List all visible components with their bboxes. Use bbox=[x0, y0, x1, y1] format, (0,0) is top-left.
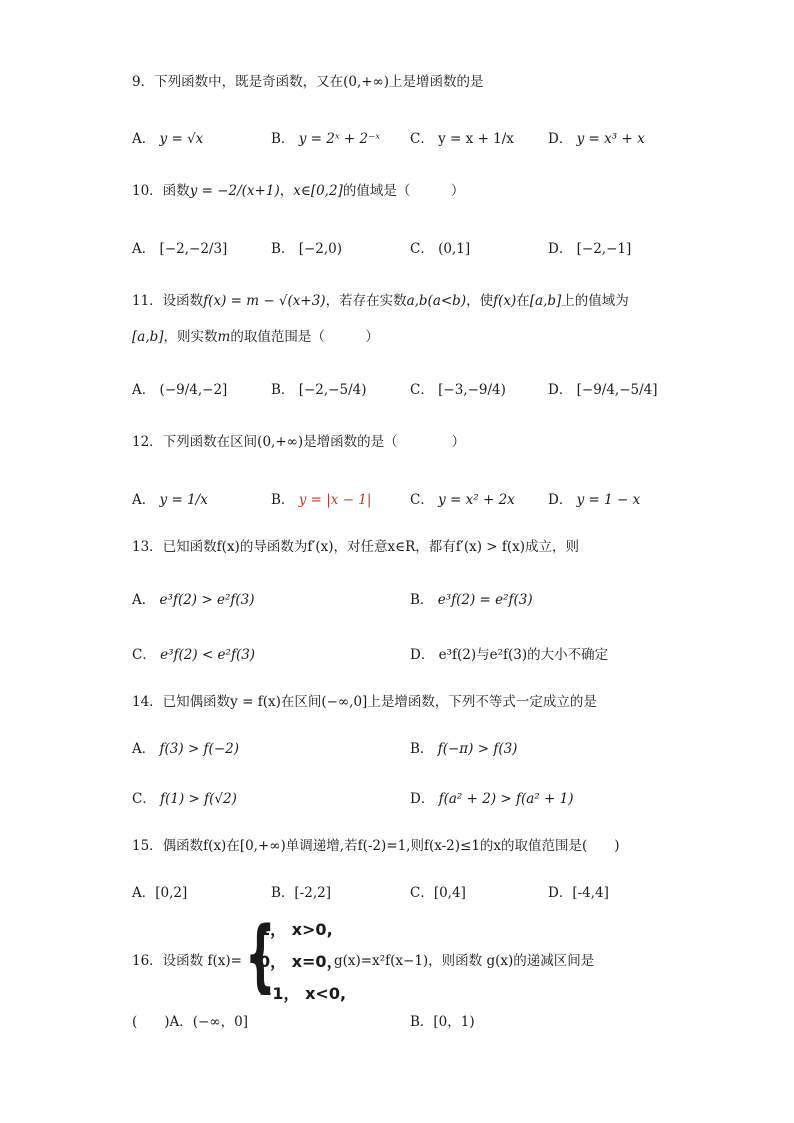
q15-option-b: B．[-2,2] bbox=[271, 885, 331, 901]
q13-option-d-expr: e³f(2)与e²f(3)的大小不确定 bbox=[438, 647, 609, 663]
q13-option-a bbox=[132, 588, 254, 608]
q10-option-c-label: C． bbox=[410, 241, 434, 257]
q15-option-c: C．[0,4] bbox=[410, 885, 466, 901]
q11-option-d bbox=[548, 378, 658, 398]
q11-option-c bbox=[410, 378, 506, 398]
q9-option-a bbox=[132, 127, 203, 147]
q14-option-c-label: C． bbox=[132, 791, 156, 807]
q11-option-a-expr: (−9/4,−2] bbox=[159, 382, 228, 398]
q11-line1-mid3: 在 bbox=[516, 293, 530, 309]
q10-option-a-expr: [−2,−2/3] bbox=[159, 241, 228, 257]
q13-option-a-label: A． bbox=[132, 592, 156, 608]
q11-option-c-label: C． bbox=[410, 382, 434, 398]
q14-option-a-expr: f(3) > f(−2) bbox=[159, 741, 239, 757]
q14-option-a-label: A． bbox=[132, 741, 156, 757]
q13-option-c bbox=[132, 643, 255, 663]
q16-stem-pre: 16．设函数 f(x)= bbox=[132, 953, 242, 969]
q11-option-d-expr: [−9/4,−5/4] bbox=[576, 382, 658, 398]
q12-option-d bbox=[548, 488, 640, 508]
q16-option-b: B．[0，1) bbox=[410, 1014, 475, 1030]
q13-option-d-label: D． bbox=[410, 647, 435, 663]
q13-option-b-expr: e³f(2) = e²f(3) bbox=[437, 592, 533, 608]
q12-option-d-label: D． bbox=[548, 492, 573, 508]
q13-option-d bbox=[410, 643, 608, 663]
q11-line1-fx: f(x) bbox=[493, 293, 517, 309]
q16-left-brace: { bbox=[245, 911, 276, 1001]
q10-option-d bbox=[548, 237, 631, 257]
q10-stem-expr: y = −2/(x+1) bbox=[189, 183, 280, 199]
q16-piece-3: −1， x<0, bbox=[259, 984, 347, 1003]
q15-option-a: A．[0,2] bbox=[132, 885, 188, 901]
q9-option-d-expr: y = x³ + x bbox=[576, 131, 645, 147]
q11-option-b-label: B． bbox=[271, 382, 295, 398]
q11-option-b-expr: [−2,−5/4) bbox=[298, 382, 367, 398]
q14-stem: 14．已知偶函数y = f(x)在区间(−∞,0]上是增函数，下列不等式一定成立的是 bbox=[132, 694, 597, 710]
q16-piece-2: 0， x=0， bbox=[259, 952, 343, 971]
q10-stem-pre: 10．函数 bbox=[132, 183, 190, 199]
q9-option-d-label: D． bbox=[548, 131, 573, 147]
q11-line2-post: 的取值范围是（ ） bbox=[230, 329, 379, 345]
q14-option-b-expr: f(−π) > f(3) bbox=[437, 741, 518, 757]
q12-option-b-label: B． bbox=[271, 492, 295, 508]
q14-option-c bbox=[132, 787, 237, 807]
q12-option-d-expr: y = 1 − x bbox=[576, 492, 641, 508]
q9-stem: 9．下列函数中，既是奇函数，又在(0,+∞)上是增函数的是 bbox=[132, 74, 484, 90]
q11-line1-expr: f(x) = m − √(x+3) bbox=[203, 293, 326, 309]
q13-option-c-label: C． bbox=[132, 647, 156, 663]
q14-option-d-label: D． bbox=[410, 791, 435, 807]
q10-option-d-expr: [−2,−1] bbox=[576, 241, 632, 257]
q9-option-c bbox=[410, 127, 514, 147]
q11-option-a-label: A． bbox=[132, 382, 156, 398]
q9-option-a-label: A． bbox=[132, 131, 156, 147]
q11-line2-interval: [a,b] bbox=[132, 329, 164, 345]
q11-line2-mid: ，则实数 bbox=[163, 329, 218, 345]
q10-option-c-expr: (0,1] bbox=[438, 241, 471, 257]
q10-stem-mid: ， bbox=[279, 183, 294, 199]
q13-option-b bbox=[410, 588, 533, 608]
q14-option-b-label: B． bbox=[410, 741, 434, 757]
q12-option-c-label: C． bbox=[410, 492, 434, 508]
q12-option-c bbox=[410, 488, 515, 508]
q14-option-d bbox=[410, 787, 573, 807]
q13-option-b-label: B． bbox=[410, 592, 434, 608]
q10-stem-post: 的值域是（ ） bbox=[342, 183, 465, 199]
q9-option-b-label: B． bbox=[271, 131, 295, 147]
q10-option-a-label: A． bbox=[132, 241, 156, 257]
q9-option-b-expr: y = 2ˣ + 2⁻ˣ bbox=[298, 131, 381, 147]
q10-option-b bbox=[271, 237, 342, 257]
q12-option-b-expr: y = |x − 1| bbox=[298, 492, 372, 508]
q10-stem bbox=[132, 182, 464, 200]
q13-stem: 13．已知函数f(x)的导函数为f′(x)，对任意x∈R，都有f′(x) > f(x)成立，则 bbox=[132, 539, 580, 555]
q10-option-b-label: B． bbox=[271, 241, 295, 257]
q12-option-b bbox=[271, 488, 371, 508]
q13-option-c-expr: e³f(2) < e²f(3) bbox=[160, 647, 256, 663]
q10-option-c bbox=[410, 237, 470, 257]
q10-stem-domain: x∈[0,2] bbox=[293, 183, 343, 199]
q9-option-a-expr: y = √x bbox=[159, 131, 204, 147]
q9-option-d bbox=[548, 127, 645, 147]
q11-option-a bbox=[132, 378, 227, 398]
q12-option-c-expr: y = x² + 2x bbox=[438, 492, 515, 508]
q16-stem-post: g(x)=x²f(x−1)，则函数 g(x)的递减区间是 bbox=[334, 953, 595, 969]
q13-option-a-expr: e³f(2) > e²f(3) bbox=[159, 592, 255, 608]
q11-option-d-label: D． bbox=[548, 382, 573, 398]
q16-option-a: ( )A．(−∞，0] bbox=[132, 1014, 248, 1030]
q12-option-a-label: A． bbox=[132, 492, 156, 508]
q11-option-c-expr: [−3,−9/4) bbox=[438, 382, 506, 398]
q10-option-a bbox=[132, 237, 227, 257]
q14-option-d-expr: f(a² + 2) > f(a² + 1) bbox=[438, 791, 574, 807]
q10-option-b-expr: [−2,0) bbox=[298, 241, 343, 257]
q14-option-b bbox=[410, 737, 517, 757]
q16-piece-1: 1， x>0, bbox=[259, 920, 333, 939]
q11-line1-pre: 11．设函数 bbox=[132, 293, 204, 309]
q12-option-a-expr: y = 1/x bbox=[159, 492, 208, 508]
q12-option-a bbox=[132, 488, 208, 508]
q11-line1-ab: a,b(a<b) bbox=[406, 293, 467, 309]
q11-stem-line1 bbox=[132, 292, 629, 310]
q11-stem-line2 bbox=[132, 328, 379, 346]
q11-line1-mid: ，若存在实数 bbox=[325, 293, 407, 309]
q11-line2-m: m bbox=[217, 329, 231, 345]
q14-option-c-expr: f(1) > f(√2) bbox=[160, 791, 237, 807]
q14-option-a bbox=[132, 737, 239, 757]
q12-stem: 12．下列函数在区间(0,+∞)是增函数的是（ ） bbox=[132, 434, 466, 450]
q11-option-b bbox=[271, 378, 366, 398]
q9-option-b bbox=[271, 127, 380, 147]
q11-line1-interval: [a,b] bbox=[529, 293, 562, 309]
q11-line1-post: 上的值域为 bbox=[561, 293, 629, 309]
q15-stem: 15．偶函数f(x)在[0,+∞)单调递增,若f(-2)=1,则f(x-2)≤1的x的取值范围是( ) bbox=[132, 838, 620, 854]
q11-line1-mid2: ，使 bbox=[466, 293, 494, 309]
q9-option-c-label: C． bbox=[410, 131, 434, 147]
q9-option-c-expr: y = x + 1/x bbox=[438, 131, 514, 147]
q10-option-d-label: D． bbox=[548, 241, 573, 257]
q15-option-d: D．[-4,4] bbox=[548, 885, 609, 901]
